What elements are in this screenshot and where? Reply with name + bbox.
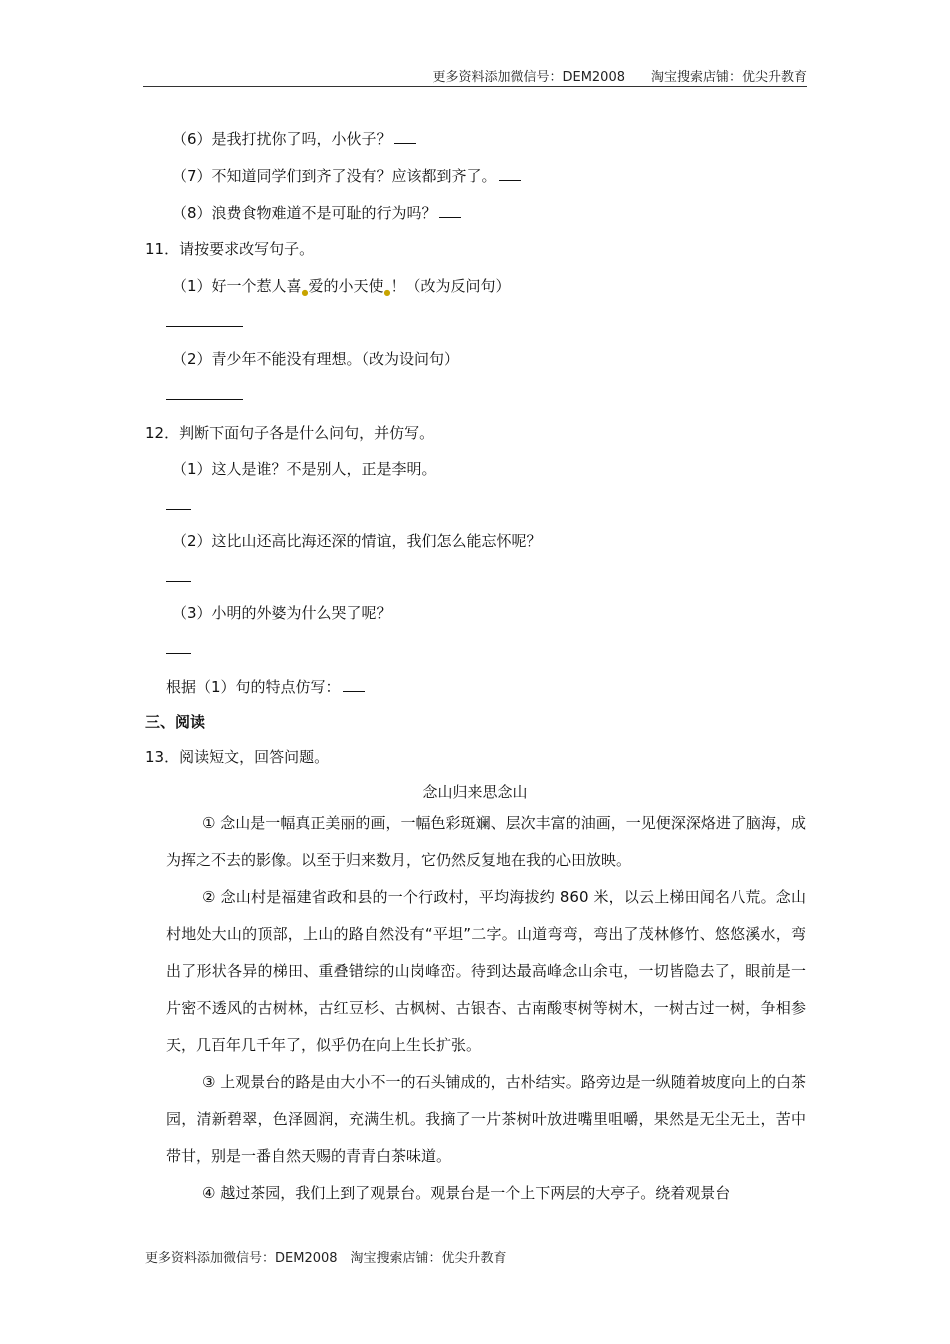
q11-item-1 — [172, 275, 511, 297]
q12-stem: 12．判断下面句子各是什么问句，并仿写。 — [145, 424, 435, 442]
q10-item-8-text: （8）浪费食物难道不是可耻的行为吗？ — [172, 204, 437, 222]
answer-blank[interactable] — [394, 129, 416, 144]
passage-paragraph-2: ② 念山村是福建省政和县的一个行政村，平均海拔约 860 米，以云上梯田闻名八荒。念山村地处大山的顶部，上山的路自然没有“平坦”二字。山道弯弯，弯出了茂林修竹、悠悠溪水，弯出了形状各异的梯田、重叠错综的山岗峰峦。待到达最高峰念山余屯，一切皆隐去了，眼前是一片密不透风的古树林，古红豆杉、古枫树、古银杏、古南酸枣树等树木，一树古过一树，争相参天，几百年几千年了，似乎仍在向上生长扩张。 — [166, 888, 806, 1054]
q12-item-2: （2）这比山还高比海还深的情谊，我们怎么能忘怀呢？ — [172, 532, 542, 550]
answer-line[interactable] — [166, 653, 191, 654]
answer-blank[interactable] — [343, 677, 365, 692]
passage-title: 念山归来思念山 — [422, 783, 528, 801]
q12-item-3: （3）小明的外婆为什么哭了呢？ — [172, 604, 392, 622]
q10-item-6-text: （6）是我打扰你了吗，小伙子？ — [172, 130, 392, 148]
answer-line[interactable] — [166, 399, 243, 400]
q11-item-1-part-c: ！（改为反问句） — [390, 277, 511, 295]
header-divider — [143, 86, 807, 87]
q10-item-6 — [172, 128, 416, 149]
answer-blank[interactable] — [439, 203, 461, 218]
answer-blank[interactable] — [499, 166, 521, 181]
q13-stem: 13．阅读短文，回答问题。 — [145, 748, 330, 766]
q12-imitate — [166, 676, 365, 697]
answer-line[interactable] — [166, 326, 243, 327]
q12-imitate-text: 根据（1）句的特点仿写： — [166, 678, 341, 696]
q10-item-7-text: （7）不知道同学们到齐了没有？应该都到齐了。 — [172, 167, 497, 185]
q10-item-7 — [172, 165, 521, 186]
answer-line[interactable] — [166, 581, 191, 582]
answer-line[interactable] — [166, 509, 191, 510]
q10-item-8 — [172, 202, 461, 223]
q11-item-1-part-a: （1）好一个惹人喜 — [172, 277, 302, 295]
emphasis-dot: ● — [383, 288, 391, 297]
passage-paragraph-1: ① 念山是一幅真正美丽的画，一幅色彩斑斓、层次丰富的油画，一见便深深烙进了脑海，成为挥之不去的影像。以至于归来数月，它仍然反复地在我的心田放映。 — [166, 814, 806, 869]
section-title: 三、阅读 — [145, 713, 206, 731]
q12-item-1: （1）这人是谁？不是别人，正是李明。 — [172, 460, 437, 478]
page-footer: 更多资料添加微信号：DEM2008 淘宝搜索店铺：优尖升教育 — [145, 1251, 507, 1266]
emphasis-dot: ● — [301, 288, 309, 297]
passage-paragraph-3: ③ 上观景台的路是由大小不一的石头铺成的，古朴结实。路旁边是一纵随着坡度向上的白茶园，清新碧翠，色泽圆润，充满生机。我摘了一片茶树叶放进嘴里咀嚼，果然是无尘无土，苦中带甘，别是一番自然天赐的青青白茶味道。 — [166, 1073, 806, 1165]
passage-paragraph-4: ④ 越过茶园，我们上到了观景台。观景台是一个上下两层的大亭子。绕着观景台 — [202, 1184, 731, 1202]
q11-item-2: （2）青少年不能没有理想。（改为设问句） — [172, 350, 460, 368]
page-header: 更多资料添加微信号：DEM2008 淘宝搜索店铺：优尖升教育 — [432, 70, 807, 85]
q11-stem: 11．请按要求改写句子。 — [145, 240, 315, 258]
q11-item-1-part-b: 爱的小天使 — [308, 277, 384, 295]
